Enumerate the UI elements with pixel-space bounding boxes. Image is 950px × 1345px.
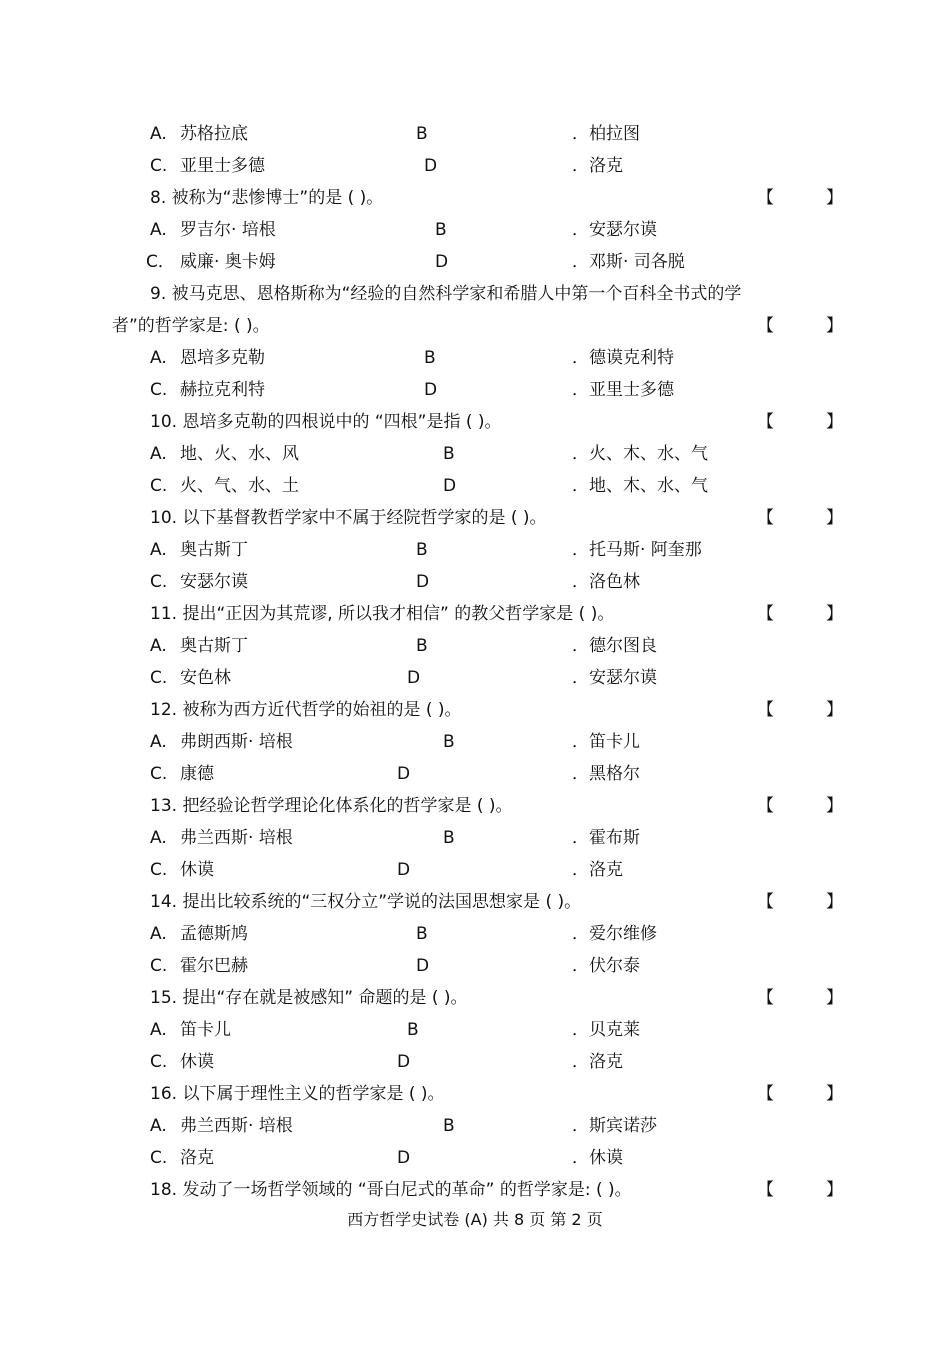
answer-bracket-close: 】 [826, 412, 843, 432]
option-letter: C． [146, 252, 175, 272]
option-letter: D [443, 476, 457, 496]
option-text: 休谟 [180, 860, 214, 880]
answer-bracket-open: 【 [757, 700, 774, 720]
option-line [0, 950, 950, 982]
option-text: 笛卡儿 [180, 1020, 231, 1040]
option-text: ．洛色林 [572, 572, 640, 592]
option-text: 孟德斯鸠 [180, 924, 248, 944]
option-letter: C. [150, 860, 168, 880]
option-text: ．火、木、水、气 [572, 444, 708, 464]
option-text: ．霍布斯 [572, 828, 640, 848]
question-line [0, 1078, 950, 1110]
option-text: 康德 [180, 764, 214, 784]
answer-bracket-close: 】 [826, 796, 843, 816]
answer-bracket-open: 【 [757, 988, 774, 1008]
option-text: ．德谟克利特 [572, 348, 674, 368]
option-text: ．邓斯· 司各脱 [572, 252, 685, 272]
option-text: ．伏尔泰 [572, 956, 640, 976]
option-text: 安色林 [180, 668, 231, 688]
option-text: ．地、木、水、气 [572, 476, 708, 496]
option-letter: B [443, 444, 455, 464]
option-letter: A. [150, 444, 167, 464]
option-text: ．爱尔维修 [572, 924, 657, 944]
option-letter: A. [150, 636, 167, 656]
option-letter: D [424, 156, 438, 176]
option-letter: A. [150, 924, 167, 944]
question-line [0, 502, 950, 534]
option-letter: A. [150, 348, 167, 368]
option-line [0, 470, 950, 502]
option-letter: C. [150, 764, 168, 784]
option-text: 亚里士多德 [180, 156, 265, 176]
option-text: 地、火、水、风 [180, 444, 299, 464]
option-letter: B [416, 636, 428, 656]
option-letter: D [416, 572, 430, 592]
question-stem: 13. 把经验论哲学理论化体系化的哲学家是 ( )。 [150, 796, 513, 816]
option-text: 赫拉克利特 [180, 380, 265, 400]
option-line [0, 566, 950, 598]
answer-bracket-close: 】 [826, 508, 843, 528]
option-text: ．洛克 [572, 156, 623, 176]
answer-bracket-close: 】 [826, 316, 843, 336]
answer-bracket-close: 】 [826, 700, 843, 720]
option-letter: C. [150, 668, 168, 688]
question-line [0, 982, 950, 1014]
option-text: 弗朗西斯· 培根 [180, 732, 293, 752]
option-text: 霍尔巴赫 [180, 956, 248, 976]
answer-bracket-open: 【 [757, 316, 774, 336]
option-line [0, 374, 950, 406]
option-line [0, 150, 950, 182]
option-text: ．斯宾诺莎 [572, 1116, 657, 1136]
option-text: 威廉· 奥卡姆 [180, 252, 276, 272]
option-letter: A. [150, 220, 167, 240]
option-text: 火、气、水、土 [180, 476, 299, 496]
option-letter: D [397, 764, 411, 784]
answer-bracket-open: 【 [757, 508, 774, 528]
option-text: 弗兰西斯· 培根 [180, 1116, 293, 1136]
option-line [0, 1014, 950, 1046]
option-letter: D [435, 252, 449, 272]
question-stem: 者”的哲学家是: ( )。 [112, 316, 270, 336]
question-stem: 10. 恩培多克勒的四根说中的 “四根”是指 ( )。 [150, 412, 502, 432]
option-line [0, 726, 950, 758]
page-footer: 西方哲学史试卷 (A) 共 8 页 第 2 页 [347, 1210, 603, 1229]
option-letter: D [397, 860, 411, 880]
option-letter: C. [150, 1148, 168, 1168]
option-line [0, 118, 950, 150]
option-letter: D [424, 380, 438, 400]
option-text: ．托马斯· 阿奎那 [572, 540, 702, 560]
option-text: ．安瑟尔谟 [572, 220, 657, 240]
option-text: ．柏拉图 [572, 124, 640, 144]
option-letter: C. [150, 156, 168, 176]
option-letter: A. [150, 732, 167, 752]
option-letter: B [416, 924, 428, 944]
option-letter: B [435, 220, 447, 240]
answer-bracket-open: 【 [757, 796, 774, 816]
answer-bracket-close: 】 [826, 988, 843, 1008]
option-line [0, 246, 950, 278]
answer-bracket-open: 【 [757, 1084, 774, 1104]
option-letter: D [397, 1148, 411, 1168]
question-stem: 10. 以下基督教哲学家中不属于经院哲学家的是 ( )。 [150, 508, 547, 528]
question-line [0, 406, 950, 438]
option-text: 洛克 [180, 1148, 214, 1168]
option-text: 罗吉尔· 培根 [180, 220, 276, 240]
option-text: ．黑格尔 [572, 764, 640, 784]
question-stem: 16. 以下属于理性主义的哲学家是 ( )。 [150, 1084, 445, 1104]
question-line [0, 694, 950, 726]
option-letter: A. [150, 1116, 167, 1136]
option-text: 奥古斯丁 [180, 636, 248, 656]
question-stem: 9. 被马克思、恩格斯称为“经验的自然科学家和希腊人中第一个百科全书式的学 [150, 284, 742, 304]
option-text: ．休谟 [572, 1148, 623, 1168]
option-text: ．洛克 [572, 1052, 623, 1072]
answer-bracket-close: 】 [826, 892, 843, 912]
option-line [0, 1142, 950, 1174]
option-line [0, 1110, 950, 1142]
option-letter: B [416, 540, 428, 560]
option-line [0, 630, 950, 662]
option-letter: B [443, 732, 455, 752]
question-stem: 14. 提出比较系统的“三权分立”学说的法国思想家是 ( )。 [150, 892, 582, 912]
option-text: ．笛卡儿 [572, 732, 640, 752]
option-letter: B [407, 1020, 419, 1040]
question-stem: 15. 提出“存在就是被感知” 命题的是 ( )。 [150, 988, 468, 1008]
option-text: 恩培多克勒 [180, 348, 265, 368]
option-text: 弗兰西斯· 培根 [180, 828, 293, 848]
option-letter: B [416, 124, 428, 144]
option-letter: C. [150, 1052, 168, 1072]
question-line [0, 790, 950, 822]
option-letter: A. [150, 828, 167, 848]
question-stem: 18. 发动了一场哲学领域的 “哥白尼式的革命” 的哲学家是: ( )。 [150, 1180, 632, 1200]
option-letter: A. [150, 540, 167, 560]
option-letter: B [443, 828, 455, 848]
option-letter: D [416, 956, 430, 976]
option-letter: C. [150, 572, 168, 592]
option-letter: C. [150, 956, 168, 976]
option-line [0, 438, 950, 470]
option-letter: A. [150, 124, 167, 144]
answer-bracket-open: 【 [757, 604, 774, 624]
option-letter: C. [150, 476, 168, 496]
option-text: ．安瑟尔谟 [572, 668, 657, 688]
option-line [0, 662, 950, 694]
question-stem: 12. 被称为西方近代哲学的始祖的是 ( )。 [150, 700, 462, 720]
answer-bracket-open: 【 [757, 1180, 774, 1200]
option-line [0, 1046, 950, 1078]
option-letter: D [397, 1052, 411, 1072]
option-letter: D [407, 668, 421, 688]
option-text: 休谟 [180, 1052, 214, 1072]
question-stem: 11. 提出“正因为其荒谬, 所以我才相信” 的教父哲学家是 ( )。 [150, 604, 615, 624]
option-line [0, 214, 950, 246]
answer-bracket-close: 】 [826, 1180, 843, 1200]
question-line [0, 310, 950, 342]
option-line [0, 758, 950, 790]
answer-bracket-close: 】 [826, 604, 843, 624]
option-letter: B [443, 1116, 455, 1136]
option-letter: C. [150, 380, 168, 400]
question-line [0, 278, 950, 310]
option-text: 安瑟尔谟 [180, 572, 248, 592]
question-line [0, 886, 950, 918]
option-line [0, 822, 950, 854]
answer-bracket-close: 】 [826, 188, 843, 208]
option-line [0, 854, 950, 886]
option-text: ．洛克 [572, 860, 623, 880]
option-text: 奥古斯丁 [180, 540, 248, 560]
question-line [0, 598, 950, 630]
option-text: ．亚里士多德 [572, 380, 674, 400]
question-line [0, 1174, 950, 1206]
option-letter: A. [150, 1020, 167, 1040]
option-line [0, 342, 950, 374]
answer-bracket-close: 】 [826, 1084, 843, 1104]
option-line [0, 534, 950, 566]
question-line [0, 182, 950, 214]
option-text: 苏格拉底 [180, 124, 248, 144]
option-text: ．德尔图良 [572, 636, 657, 656]
answer-bracket-open: 【 [757, 412, 774, 432]
option-letter: B [424, 348, 436, 368]
answer-bracket-open: 【 [757, 892, 774, 912]
question-stem: 8. 被称为“悲惨博士”的是 ( )。 [150, 188, 384, 208]
option-line [0, 918, 950, 950]
option-text: ．贝克莱 [572, 1020, 640, 1040]
answer-bracket-open: 【 [757, 188, 774, 208]
